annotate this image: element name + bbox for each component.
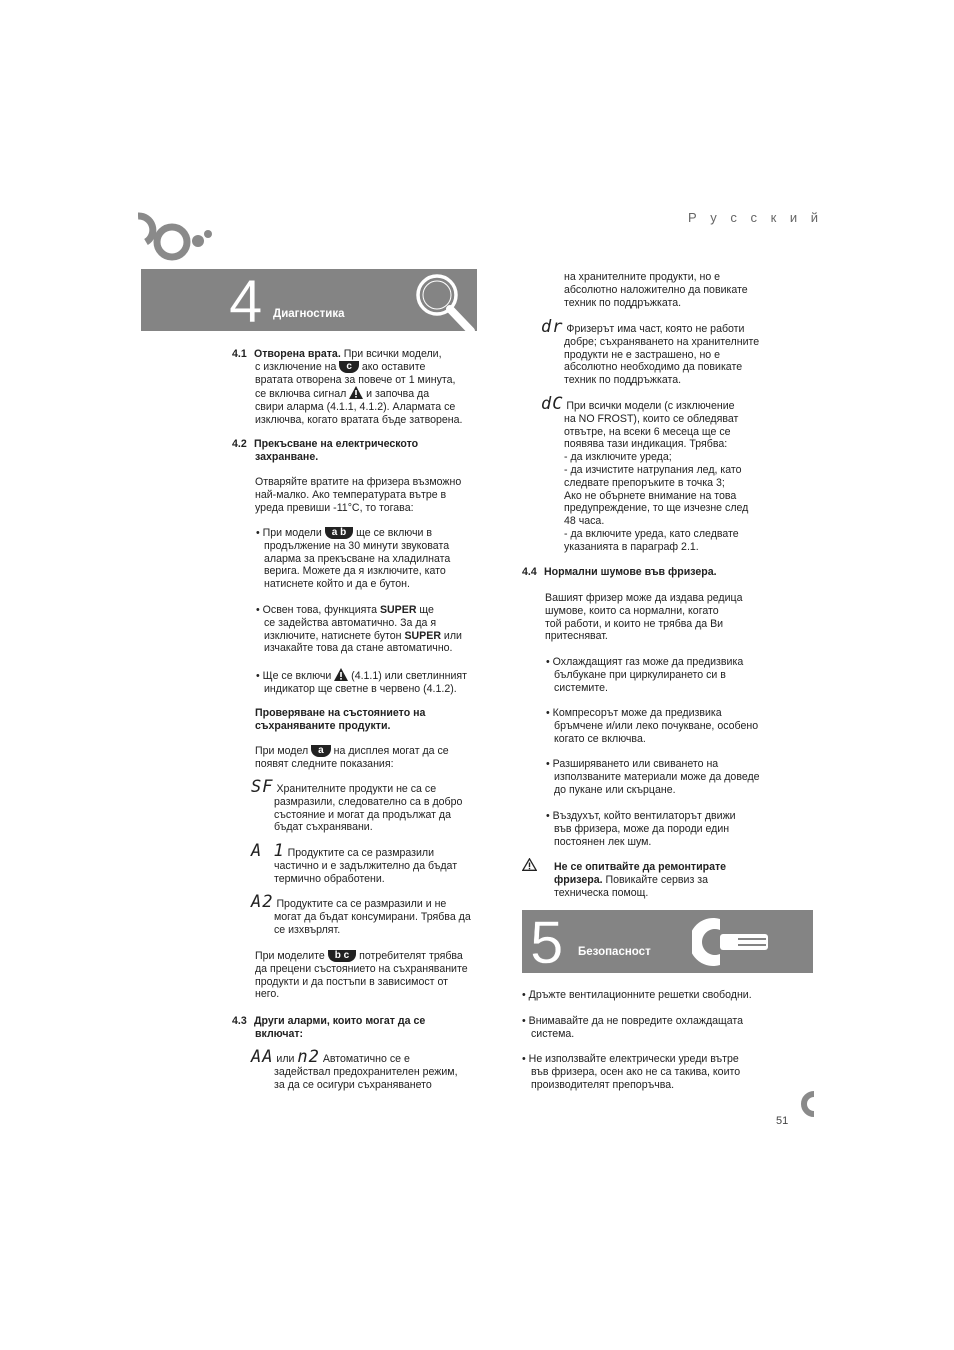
paragraph <box>255 950 495 1001</box>
text: термично обработени. <box>274 872 385 885</box>
text: появят следните показания: <box>255 757 394 770</box>
text: указанията в параграф 2.1. <box>564 540 699 553</box>
text: задействал предохранителен режим, <box>274 1065 458 1078</box>
text: При всички модели (с изключение <box>563 400 735 412</box>
display-code-sf: SF <box>251 777 274 797</box>
text: или <box>273 1053 298 1065</box>
paragraph <box>255 745 495 771</box>
section-4-2 <box>232 438 492 464</box>
bullet-item <box>546 656 786 694</box>
text: и започва да <box>363 388 430 401</box>
section4-banner <box>141 268 477 335</box>
section-number: 4.4 <box>522 566 537 578</box>
text: Ако не обърнете внимание на това <box>564 489 737 502</box>
subheading-line: съхраняваните продукти. <box>255 719 391 732</box>
text: техник по поддръжката. <box>564 374 682 387</box>
text: във фризера, може да породи един <box>554 822 730 835</box>
text: най-малко. Ако температурата вътре в <box>255 488 447 501</box>
text: Автоматично се е <box>319 1053 410 1065</box>
bullet-item <box>522 1053 782 1091</box>
text: • Освен това, функцията <box>256 604 380 616</box>
text: с изключение на <box>255 360 340 373</box>
text: техник по поддръжката. <box>564 296 682 309</box>
text: вратата отворена за повече от 1 минута, <box>255 373 456 386</box>
text: Продуктите са се размразили <box>287 847 435 859</box>
text: продукти не е застрашено, но е <box>564 348 721 361</box>
text: добре; съхраняването на хранителните <box>564 335 760 348</box>
language-label: Р у с с к и й <box>688 210 824 225</box>
text: Отваряйте вратите на фризера възможно <box>255 476 462 488</box>
text: • Компресорът може да предизвика <box>546 707 722 719</box>
section-heading: Други аларми, които могат да се <box>254 1015 426 1027</box>
text: потребителят трябва <box>356 950 463 962</box>
section-heading: Прекъсване на електрическото <box>254 438 419 450</box>
model-badge-c: c <box>339 361 359 373</box>
text: - да включите уреда, като следвате <box>564 527 739 540</box>
display-code-a1: A 1 <box>251 841 285 861</box>
text: • Охлаждащият газ може да предизвика <box>546 656 744 668</box>
bullet-item <box>546 758 786 796</box>
warning-heading: Не се опитвайте да ремонтирате <box>554 861 727 873</box>
text: използваните материали може да доведе <box>554 770 760 783</box>
bullet-mark: • <box>522 989 526 1001</box>
section4-number: 4 <box>229 268 263 335</box>
display-code-aa: AA <box>251 1047 274 1067</box>
text: • Разширяването или свиването на <box>546 758 719 770</box>
text: Фризерът има част, която не работи <box>563 323 745 335</box>
text: той работи, и които не трябва да Ви <box>545 617 724 630</box>
text: когато се включва. <box>554 732 646 745</box>
text: уреда превиши -11°C, то тогава: <box>255 501 414 514</box>
text: или <box>440 629 462 642</box>
text: до пукане или скърцане. <box>554 783 676 796</box>
paragraph <box>545 592 785 643</box>
text: се задейства автоматично. За да я <box>264 616 437 629</box>
text: бълбукане при циркулирането си в <box>554 668 726 681</box>
text: натиснете който и да е бутон. <box>264 578 410 591</box>
text: • Ще се включи <box>256 670 335 682</box>
display-code-dr: dr <box>541 317 564 337</box>
text: системите. <box>554 681 608 694</box>
text: ще се включи в <box>353 527 432 539</box>
text: ще <box>416 604 434 616</box>
display-code-dc: dC <box>541 394 564 414</box>
text: - да изключите уреда; <box>564 451 672 464</box>
code-a1-item <box>251 841 501 885</box>
bullet-item <box>256 604 496 655</box>
text: - да изчистите натрупания лед, като <box>564 463 742 476</box>
section-4-1 <box>232 348 492 427</box>
text: изключите, натиснете бутон <box>264 629 405 642</box>
text: • При модели <box>256 527 325 539</box>
text: притесняват. <box>545 630 608 643</box>
model-badge-ab: a b <box>325 527 353 539</box>
text: предупреждение, то ще изчезне след <box>564 502 749 515</box>
page-number: 51 <box>776 1115 789 1127</box>
section-4-4 <box>522 566 782 579</box>
text: във фризера, осен ако не са такива, които <box>531 1065 741 1078</box>
section-number: 4.1 <box>232 348 247 360</box>
text: се изхвърлят. <box>274 923 341 936</box>
text: При всички модели, <box>340 348 442 360</box>
text: следвате препоръките в точка 3; <box>564 476 725 489</box>
section5-banner <box>522 909 813 976</box>
text: система. <box>531 1027 575 1040</box>
bullet-item <box>522 1015 782 1041</box>
model-badge-bc: b c <box>328 950 356 962</box>
text: абсолютно наложително да повикате <box>564 283 748 296</box>
continued-text <box>564 271 784 309</box>
model-badge-a: a <box>311 745 331 757</box>
display-code-n2: n2 <box>297 1047 320 1067</box>
super-label: SUPER <box>404 629 441 642</box>
section-number: 4.3 <box>232 1015 247 1027</box>
text: на хранителните продукти, но е <box>564 271 721 283</box>
section-heading: Нормални шумове във фризера. <box>544 566 717 578</box>
code-sf-item <box>251 777 501 834</box>
bullet-mark: • <box>522 1053 526 1065</box>
text: бръмчене и/или леко почукване, особено <box>554 719 759 732</box>
text: ако оставите <box>358 360 426 373</box>
text: 48 часа. <box>564 515 605 528</box>
text: изчакайте това да стане автоматично. <box>264 642 453 655</box>
super-label: SUPER <box>379 604 417 616</box>
warning-icon <box>349 386 363 399</box>
text: появява тази индикация. Трябва: <box>564 438 728 451</box>
text: частично и е задължително да бъдат <box>274 859 458 872</box>
text: Вашият фризер може да издава редица <box>545 592 743 604</box>
text: верига. Можете да я изключите, като <box>264 565 446 578</box>
text: се включва сигнал <box>255 388 350 401</box>
text: размразили, следователно са в добро <box>274 795 463 808</box>
text: отвътре, на всеки 6 месеца ще се <box>564 425 731 438</box>
bullet-item <box>522 989 782 1002</box>
text: техническа помощ. <box>554 886 649 899</box>
text: шумове, които са нормални, когато <box>545 604 719 617</box>
text: Не използвайте електрически уреди вътре <box>528 1053 739 1065</box>
text: При моделите <box>255 950 328 962</box>
section4-title: Диагностика <box>273 308 345 320</box>
corner-circle-icon <box>792 1090 814 1118</box>
text: абсолютно необходимо да повикате <box>564 361 743 374</box>
section-4-3 <box>232 1015 492 1041</box>
code-aa-item <box>251 1047 501 1091</box>
section-number: 4.2 <box>232 438 247 450</box>
text: продължение на 30 минути звуковата <box>264 539 450 552</box>
text: изключва, когато вратата бъде затворена. <box>255 413 463 426</box>
text: на NO FROST), които се обледяват <box>564 412 739 425</box>
text: на дисплея могат да се <box>330 745 449 757</box>
text: могат да бъдат консумирани. Трябва да <box>274 910 471 923</box>
text: свири аларма (4.1.1, 4.1.2). Алармата се <box>255 401 456 414</box>
magnifier-icon <box>413 271 477 331</box>
bullet-item <box>546 810 786 848</box>
text: Хранителните продукти не са се <box>276 783 437 795</box>
section5-number: 5 <box>530 909 564 976</box>
bubbles-logo-icon <box>138 212 218 272</box>
text: продукти и да постъпи в зависимост от <box>255 975 448 988</box>
text: за да се осигури съхраняването <box>274 1078 432 1091</box>
text: • Въздухът, който вентилаторът движи <box>546 810 736 822</box>
text: Повикайте сервиз за <box>602 873 708 886</box>
bullet-item <box>546 707 786 745</box>
repair-warning <box>554 861 784 899</box>
text: производителят препоръчва. <box>531 1078 675 1091</box>
paragraph <box>255 476 495 514</box>
warning-icon <box>522 858 537 871</box>
text: аларма за прекъсване на хладилната <box>264 552 451 565</box>
code-dc-item <box>541 394 781 554</box>
text: него. <box>255 988 280 1001</box>
text: състояние и могат да продължат да <box>274 808 451 821</box>
text: постоянен лек шум. <box>554 835 652 848</box>
display-code-a2: A2 <box>251 892 274 912</box>
text: Внимавайте да не повредите охлаждащата <box>528 1015 744 1027</box>
warning-heading: фризера. <box>554 873 603 886</box>
subheading-line: Проверяване на състоянието на <box>255 707 426 719</box>
section-heading: включат: <box>255 1027 304 1040</box>
text: Дръжте вентилационните решетки свободни. <box>528 989 752 1001</box>
bullet-item <box>256 527 496 591</box>
text: Продуктите са се размразили и не <box>276 898 447 910</box>
bullet-mark: • <box>522 1015 526 1027</box>
text: индикатор ще светне в червено (4.1.2). <box>264 682 457 695</box>
section-heading: Отворена врата. <box>254 348 341 360</box>
code-a2-item <box>251 892 501 936</box>
subheading <box>255 707 495 733</box>
text: бъдат съхранявани. <box>274 821 373 834</box>
bullet-item <box>256 668 496 696</box>
code-dr-item <box>541 317 781 387</box>
text: При модел <box>255 745 312 757</box>
text: да прецени състоянието на съхраняваните <box>255 962 468 975</box>
text: (4.1.1) или светлинният <box>348 670 467 682</box>
warning-icon <box>334 668 348 681</box>
section5-title: Безопасност <box>578 946 651 958</box>
section-heading: захранване. <box>255 450 319 463</box>
wrench-icon <box>692 916 772 968</box>
